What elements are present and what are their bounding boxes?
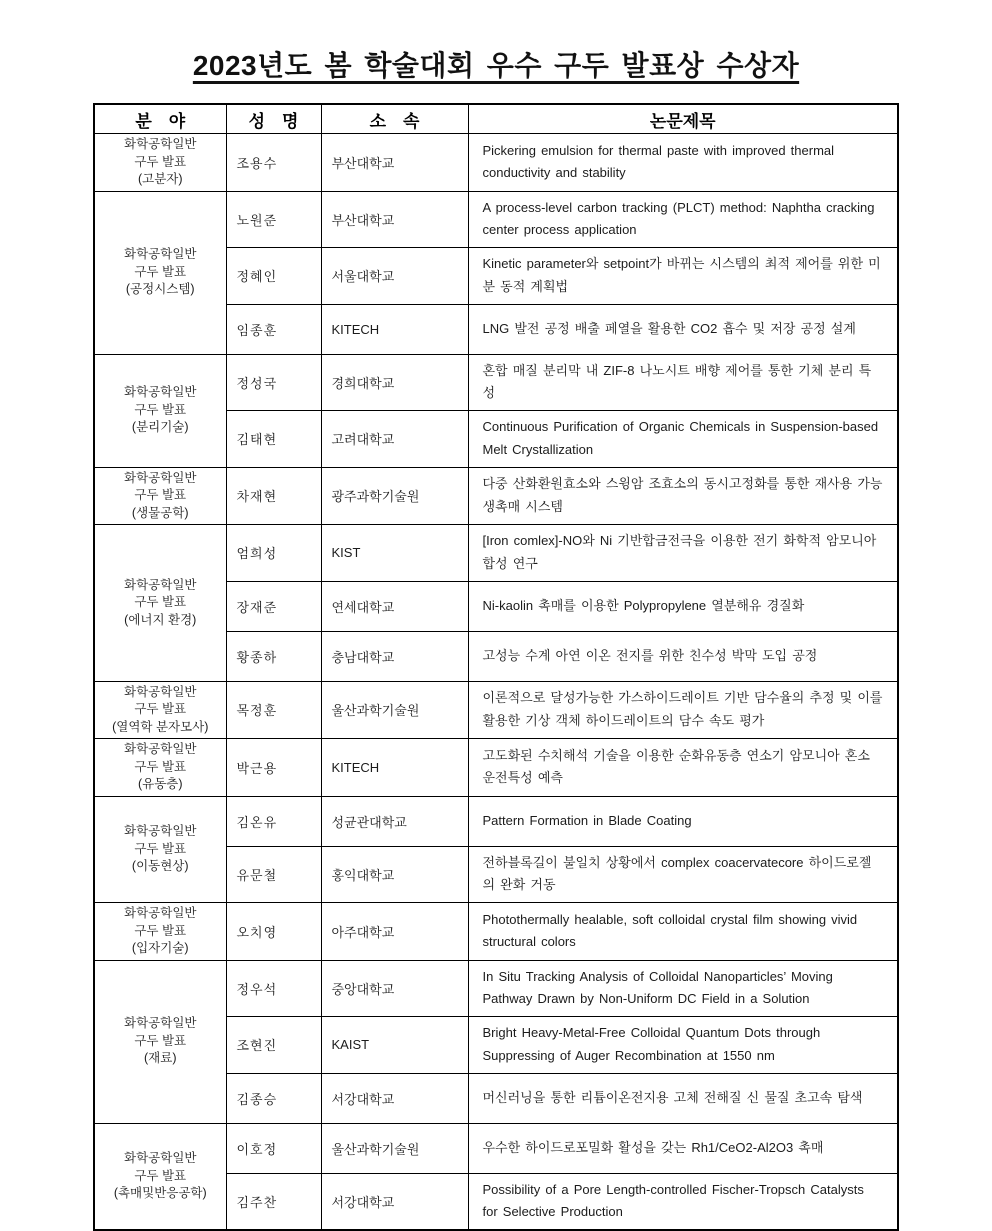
field-line: (에너지 환경) xyxy=(124,612,197,627)
paper-title: Photothermally healable, soft colloidal crystal film showing vivid structural colors xyxy=(468,903,898,961)
paper-title: 고도화된 수치해석 기술을 이용한 순화유동층 연소기 암모니아 혼소 운전특성 예측 xyxy=(468,739,898,797)
field-cell xyxy=(94,525,226,682)
winner-affiliation: 홍익대학교 xyxy=(321,846,468,903)
table-row xyxy=(94,739,898,797)
winner-name: 임종훈 xyxy=(226,304,321,354)
winner-affiliation: 성균관대학교 xyxy=(321,796,468,846)
column-header-field: 분 야 xyxy=(94,104,226,134)
winner-affiliation: 울산과학기술원 xyxy=(321,1123,468,1173)
winner-name: 목정훈 xyxy=(226,681,321,739)
paper-title: Possibility of a Pore Length-controlled Fischer-Tropsch Catalysts for Selective Production xyxy=(468,1173,898,1230)
winner-affiliation: 중앙대학교 xyxy=(321,960,468,1017)
paper-title: Pattern Formation in Blade Coating xyxy=(468,796,898,846)
field-line: (이동현상) xyxy=(131,859,189,873)
field-line: 구두 발표 xyxy=(134,1033,187,1048)
paper-title: 고성능 수계 아연 이온 전지를 위한 친수성 박막 도입 공정 xyxy=(468,631,898,681)
page-title: 2023년도 봄 학술대회 우수 구두 발표상 수상자 xyxy=(192,50,800,81)
winner-affiliation: 연세대학교 xyxy=(321,581,468,631)
field-line: 구두 발표 xyxy=(134,595,187,609)
field-line: (유동층) xyxy=(137,777,183,791)
paper-title: In Situ Tracking Analysis of Colloidal Nanoparticles’ Moving Pathway Drawn by Non-Uniform DC Field in a Solution xyxy=(468,960,898,1017)
winner-affiliation: KAIST xyxy=(321,1017,468,1074)
paper-title: Continuous Purification of Organic Chemicals in Suspension-based Melt Crystallization xyxy=(468,411,898,468)
field-line: 구두 발표 xyxy=(134,923,187,938)
field-line: 화학공학일반 xyxy=(124,1151,197,1165)
field-line: 화학공학일반 xyxy=(124,137,197,151)
winner-affiliation: 고려대학교 xyxy=(321,411,468,468)
winner-affiliation: KIST xyxy=(321,525,468,582)
winner-name: 김태현 xyxy=(226,411,321,468)
winner-name: 유문철 xyxy=(226,846,321,903)
field-line: (촉매및반응공학) xyxy=(113,1186,207,1200)
table-row xyxy=(94,134,898,192)
field-line: (분리기술) xyxy=(131,420,189,435)
header-row xyxy=(94,104,898,134)
winner-name: 김주찬 xyxy=(226,1173,321,1230)
winner-name: 이호정 xyxy=(226,1123,321,1173)
winner-affiliation: 서울대학교 xyxy=(321,248,468,305)
winner-name: 황종하 xyxy=(226,631,321,681)
field-cell xyxy=(94,903,226,961)
field-line: 화학공학일반 xyxy=(124,684,197,699)
winner-name: 박근용 xyxy=(226,739,321,797)
field-cell xyxy=(94,1123,226,1230)
paper-title: Pickering emulsion for thermal paste with improved thermal conductivity and stability xyxy=(468,134,898,192)
paper-title: Kinetic parameter와 setpoint가 바뀌는 시스템의 최적 제어를 위한 미분 동적 계획법 xyxy=(468,248,898,305)
winner-name: 정혜인 xyxy=(226,248,321,305)
field-line: (열역학 분자모사) xyxy=(112,719,209,734)
field-cell xyxy=(94,796,226,903)
field-line: 화학공학일반 xyxy=(124,577,197,592)
paper-title: LNG 발전 공정 배출 페열을 활용한 CO2 흡수 및 저장 공정 설계 xyxy=(468,304,898,354)
winner-name: 차재현 xyxy=(226,467,321,525)
paper-title: 다중 산화환원효소와 스윙암 조효소의 동시고정화를 통한 재사용 가능 생촉매 시스템 xyxy=(468,467,898,525)
paper-title: 전하블록길이 불일치 상황에서 complex coacervatecore 하이드로젤의 완화 거동 xyxy=(468,846,898,903)
paper-title: 우수한 하이드로포밀화 활성을 갖는 Rh1/CeO2-Al2O3 촉매 xyxy=(468,1123,898,1173)
table-row xyxy=(94,681,898,739)
paper-title: 머신러닝을 통한 리튬이온전지용 고체 전해질 신 물질 초고속 탐색 xyxy=(468,1073,898,1123)
winner-name: 오치영 xyxy=(226,903,321,961)
winner-affiliation: 서강대학교 xyxy=(321,1073,468,1123)
field-line: 구두 발표 xyxy=(134,759,187,774)
table-row xyxy=(94,191,898,248)
field-line: (공정시스템) xyxy=(125,282,195,297)
winner-name: 김종승 xyxy=(226,1073,321,1123)
field-cell xyxy=(94,467,226,525)
field-line: 구두 발표 xyxy=(134,702,187,716)
winner-affiliation: 부산대학교 xyxy=(321,191,468,248)
field-cell xyxy=(94,191,226,354)
paper-title: 혼합 매질 분리막 내 ZIF-8 나노시트 배향 제어를 통한 기체 분리 특성 xyxy=(468,354,898,411)
field-line: (생물공학) xyxy=(131,505,189,520)
field-line: 화학공학일반 xyxy=(124,247,197,262)
awards-table xyxy=(93,103,899,1231)
field-line: 구두 발표 xyxy=(134,841,187,856)
winner-affiliation: 울산과학기술원 xyxy=(321,681,468,739)
winner-name: 노원준 xyxy=(226,191,321,248)
table-row xyxy=(94,903,898,961)
paper-title: Ni-kaolin 촉매를 이용한 Polypropylene 열분해유 경질화 xyxy=(468,581,898,631)
winner-affiliation: 아주대학교 xyxy=(321,903,468,961)
field-cell xyxy=(94,739,226,797)
field-line: 구두 발표 xyxy=(134,1168,187,1183)
field-cell xyxy=(94,134,226,192)
winner-affiliation: 광주과학기술원 xyxy=(321,467,468,525)
field-line: 화학공학일반 xyxy=(124,906,197,920)
field-line: 화학공학일반 xyxy=(124,385,197,400)
table-row xyxy=(94,796,898,846)
field-line: 구두 발표 xyxy=(134,402,187,417)
column-header-paper-title: 논문제목 xyxy=(468,104,898,134)
field-line: 구두 발표 xyxy=(134,154,187,169)
field-line: (입자기술) xyxy=(131,941,189,955)
paper-title: 이론적으로 달성가능한 가스하이드레이트 기반 담수율의 추정 및 이를 활용한 기상 객체 하이드레이트의 담수 속도 평가 xyxy=(468,681,898,739)
field-line: 구두 발표 xyxy=(134,264,187,279)
table-row xyxy=(94,354,898,411)
field-cell xyxy=(94,354,226,467)
field-cell xyxy=(94,960,226,1123)
table-body xyxy=(94,134,898,1231)
field-cell xyxy=(94,681,226,739)
field-line: 화학공학일반 xyxy=(124,1016,197,1031)
winner-name: 정성국 xyxy=(226,354,321,411)
column-header-name: 성 명 xyxy=(226,104,321,134)
field-line: (고분자) xyxy=(137,172,183,186)
winner-name: 김온유 xyxy=(226,796,321,846)
field-line: (재료) xyxy=(144,1051,177,1066)
paper-title: [Iron comlex]-NO와 Ni 기반합금전극을 이용한 전기 화학적 암모니아 합성 연구 xyxy=(468,525,898,582)
winner-name: 조용수 xyxy=(226,134,321,192)
table-row xyxy=(94,1123,898,1173)
winner-affiliation: 충남대학교 xyxy=(321,631,468,681)
field-line: 화학공학일반 xyxy=(124,742,197,756)
field-line: 화학공학일반 xyxy=(124,824,197,838)
table-row xyxy=(94,467,898,525)
field-line: 화학공학일반 xyxy=(124,470,197,485)
winner-name: 정우석 xyxy=(226,960,321,1017)
paper-title: Bright Heavy-Metal-Free Colloidal Quantum Dots through Suppressing of Auger Recombination at 1550 nm xyxy=(468,1017,898,1074)
winner-affiliation: KITECH xyxy=(321,739,468,797)
column-header-affiliation: 소 속 xyxy=(321,104,468,134)
table-header xyxy=(94,104,898,134)
winner-affiliation: 경희대학교 xyxy=(321,354,468,411)
winner-affiliation: KITECH xyxy=(321,304,468,354)
winner-name: 엄희성 xyxy=(226,525,321,582)
winner-name: 조현진 xyxy=(226,1017,321,1074)
table-row xyxy=(94,960,898,1017)
winner-name: 장재준 xyxy=(226,581,321,631)
winner-affiliation: 부산대학교 xyxy=(321,134,468,192)
paper-title: A process-level carbon tracking (PLCT) method: Naphtha cracking center process application xyxy=(468,191,898,248)
winner-affiliation: 서강대학교 xyxy=(321,1173,468,1230)
field-line: 구두 발표 xyxy=(134,488,187,502)
table-row xyxy=(94,525,898,582)
